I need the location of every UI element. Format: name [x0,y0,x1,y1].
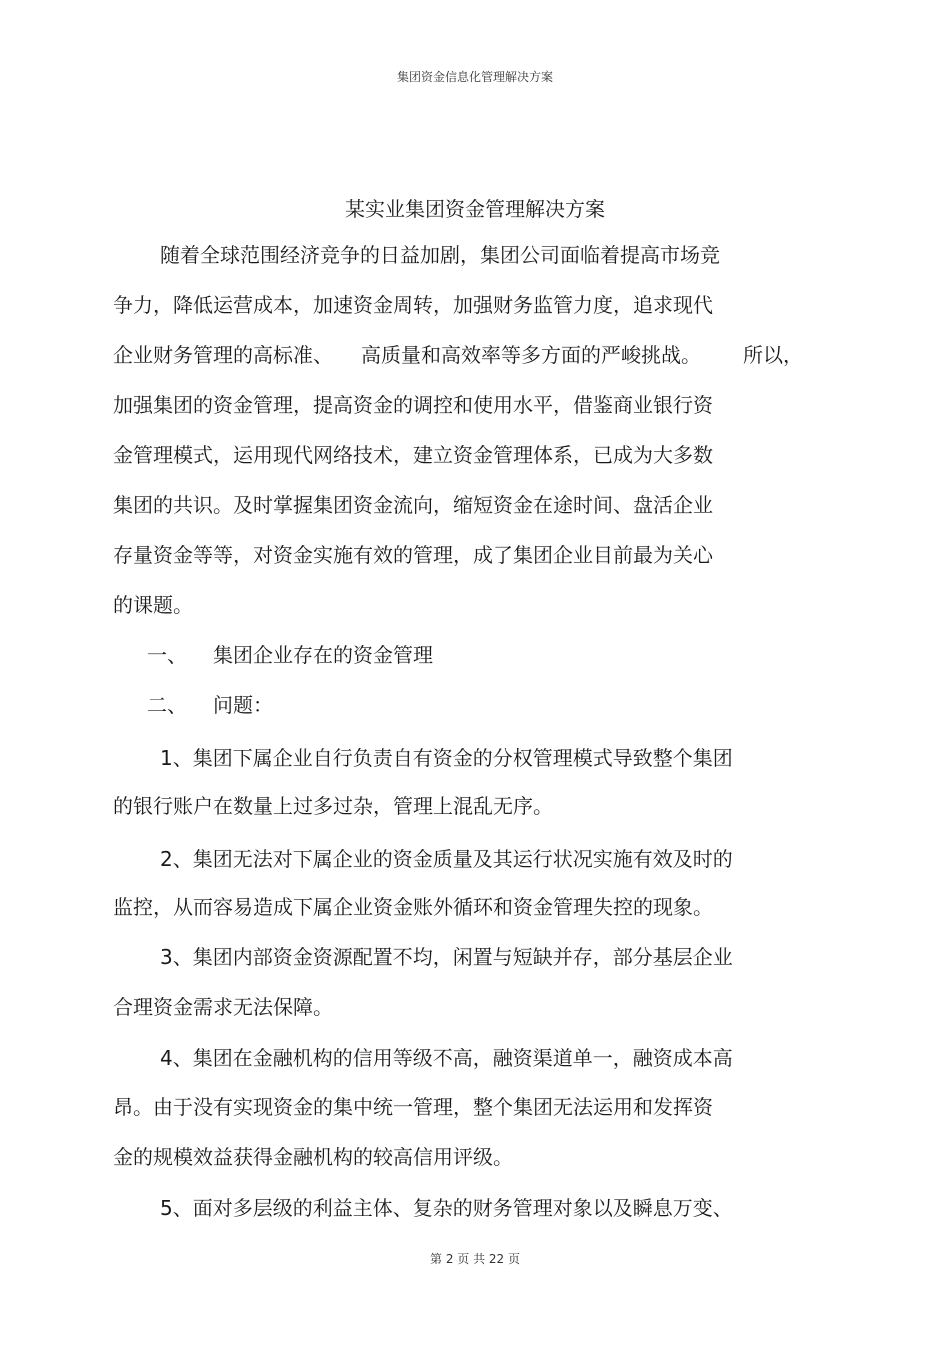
item-1-line-1: 1、集团下属企业自行负责自有资金的分权管理模式导致整个集团 [160,746,733,770]
intro-line-8: 的课题。 [113,593,193,617]
intro-line-3-part-3: 所以， [743,343,803,367]
item-4-line-1: 4、集团在金融机构的信用等级不高，融资渠道单一，融资成本高 [160,1046,733,1070]
item-4-line-3: 金的规模效益获得金融机构的较高信用评级。 [113,1145,513,1169]
section-number-1: 一、 [147,643,187,667]
page-header: 集团资金信息化管理解决方案 [396,70,553,84]
section-heading-2 [147,692,273,718]
section-text-1: 集团企业存在的资金管理 [213,643,433,667]
intro-line-5: 金管理模式，运用现代网络技术，建立资金管理体系，已成为大多数 [113,443,713,467]
intro-line-3-part-1: 企业财务管理的高标准、 [113,343,333,367]
section-number-2: 二、 [147,693,187,717]
item-3-line-2: 合理资金需求无法保障。 [113,995,333,1019]
item-1-line-2: 的银行账户在数量上过多过杂，管理上混乱无序。 [113,794,553,818]
item-3-line-1: 3、集团内部资金资源配置不均，闲置与短缺并存，部分基层企业 [160,945,733,969]
intro-line-4: 加强集团的资金管理，提高资金的调控和使用水平，借鉴商业银行资 [113,393,713,417]
item-2-line-2: 监控，从而容易造成下属企业资金账外循环和资金管理失控的现象。 [113,895,713,919]
document-title: 某实业集团资金管理解决方案 [345,197,605,221]
item-5-line-1: 5、面对多层级的利益主体、复杂的财务管理对象以及瞬息万变、 [160,1196,733,1220]
intro-line-6: 集团的共识。及时掌握集团资金流向，缩短资金在途时间、盘活企业 [113,493,713,517]
section-text-2: 问题： [213,693,273,717]
item-2-line-1: 2、集团无法对下属企业的资金质量及其运行状况实施有效及时的 [160,847,733,871]
page-footer: 第 2 页 共 22 页 [430,1252,520,1266]
item-4-line-2: 昂。由于没有实现资金的集中统一管理，整个集团无法运用和发挥资 [113,1095,713,1119]
intro-line-3-part-2: 高质量和高效率等多方面的严峻挑战。 [361,343,701,367]
intro-line-3 [113,342,803,368]
intro-line-2: 争力，降低运营成本，加速资金周转，加强财务监管力度，追求现代 [113,293,713,317]
section-heading-1 [147,642,433,668]
intro-line-7: 存量资金等等，对资金实施有效的管理，成了集团企业目前最为关心 [113,543,713,567]
intro-line-1: 随着全球范围经济竞争的日益加剧，集团公司面临着提高市场竞 [160,243,720,267]
